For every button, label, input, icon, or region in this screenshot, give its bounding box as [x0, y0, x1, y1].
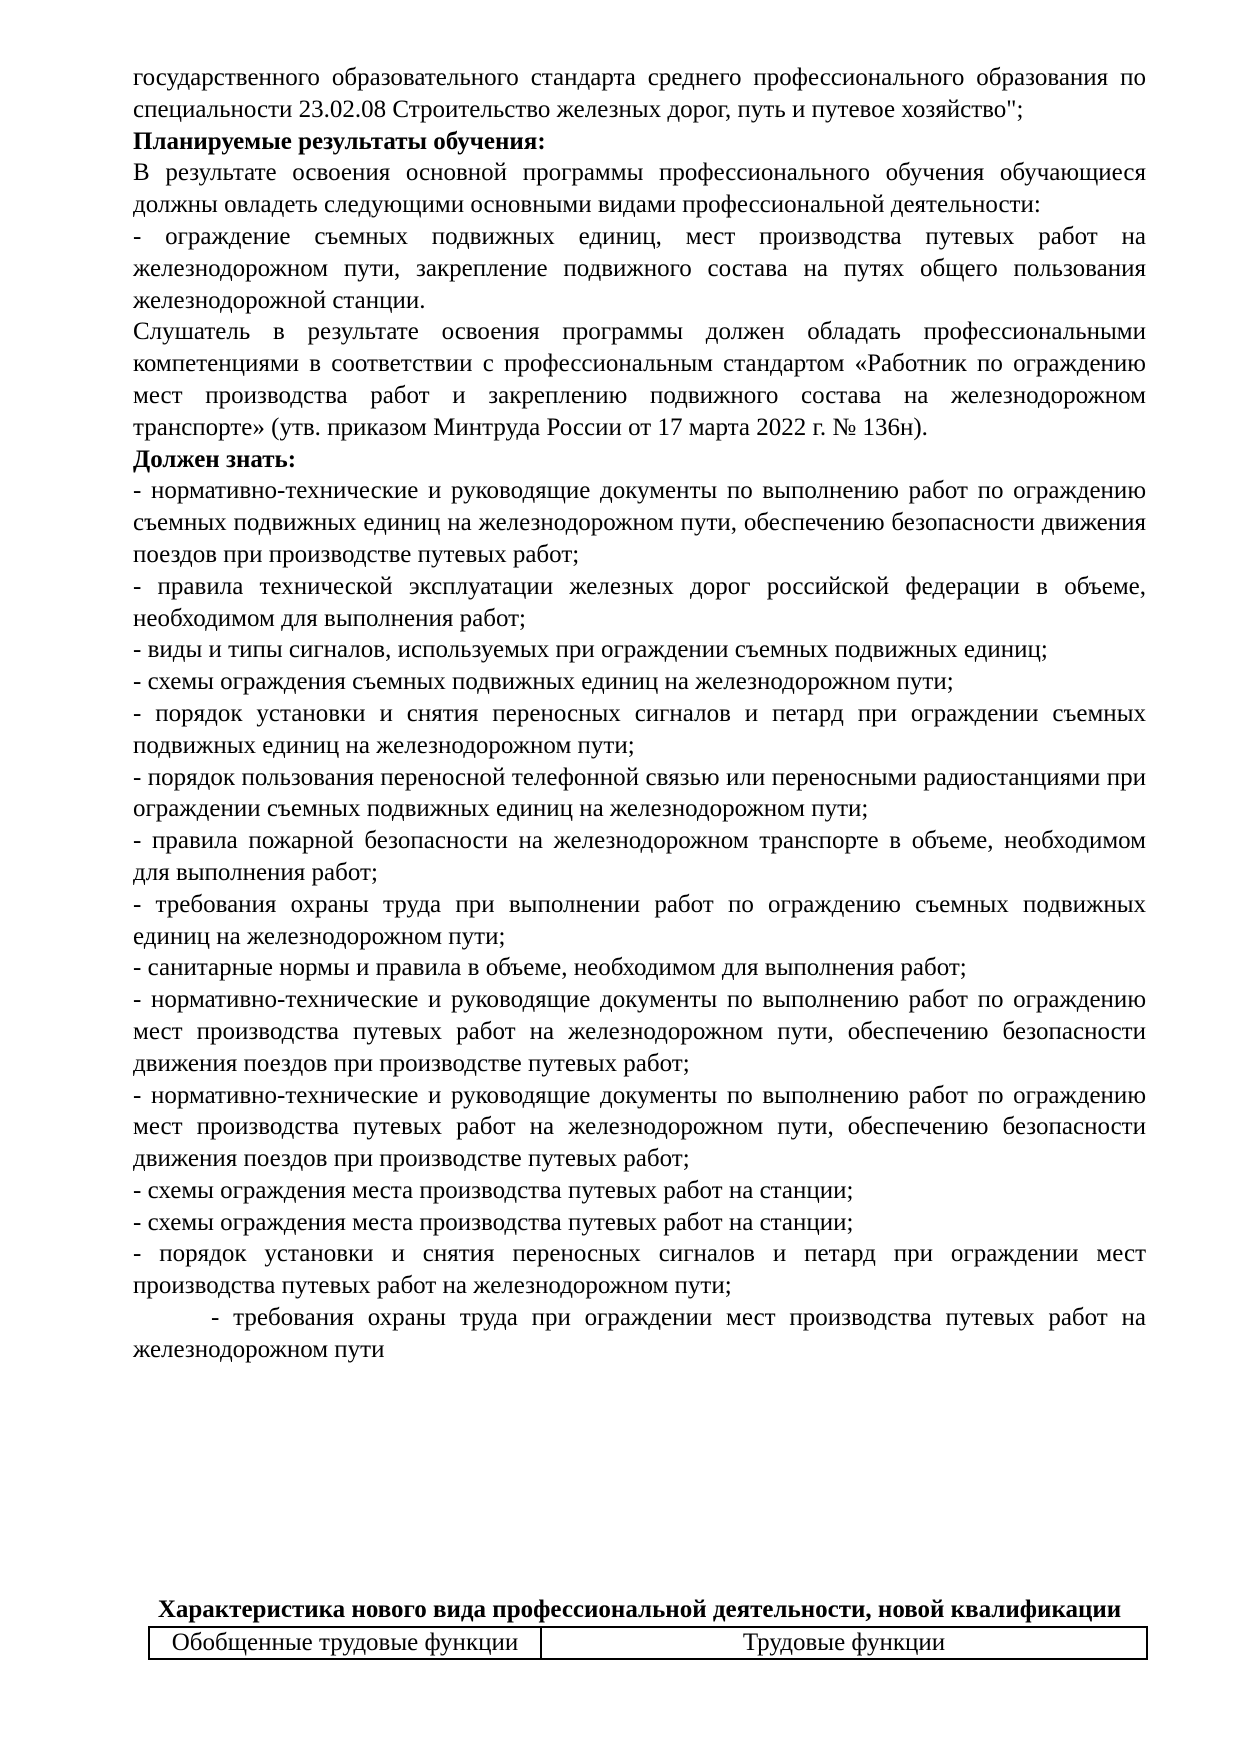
- list-item: - порядок пользования переносной телефонной связью или переносными радиостанциями при ограждении съемных подвижных единиц на железнодорожном пути;: [133, 763, 1146, 823]
- list-item: - порядок установки и снятия переносных сигналов и петард при ограждении мест производства путевых работ на железнодорожном пути;: [133, 1240, 1146, 1300]
- characteristics-section: [133, 1596, 1146, 1660]
- table-header-cell-labor-functions: Трудовые функции: [541, 1627, 1147, 1659]
- table-header-cell-generalized-functions: Обобщенные трудовые функции: [149, 1627, 541, 1659]
- table-title: Характеристика нового вида профессиональной деятельности, новой квалификации: [157, 1596, 1122, 1623]
- paragraph: государственного образовательного стандарта среднего профессионального образования по специальности 23.02.08 Строительство железных дорог, путь и путевое хозяйство";: [133, 64, 1146, 123]
- list-item: - нормативно-технические и руководящие документы по выполнению работ по ограждению мест производства путевых работ на железнодорожном пути, обеспечению безопасности движения поездов при производстве путевых работ;: [133, 1081, 1146, 1173]
- list-item: - нормативно-технические и руководящие документы по выполнению работ по ограждению мест производства путевых работ на железнодорожном пути, обеспечению безопасности движения поездов при производстве путевых работ;: [133, 986, 1146, 1077]
- table-header-row: [149, 1627, 1147, 1659]
- section-heading-planned-results: Планируемые результаты обучения:: [133, 127, 546, 155]
- list-item: - схемы ограждения съемных подвижных единиц на железнодорожном пути;: [133, 668, 954, 696]
- section-heading-must-know: Должен знать:: [133, 445, 297, 473]
- list-item: - санитарные нормы и правила в объеме, необходимом для выполнения работ;: [133, 954, 967, 982]
- list-item: - схемы ограждения места производства путевых работ на станции;: [133, 1208, 854, 1236]
- list-item: - ограждение съемных подвижных единиц, мест производства путевых работ на железнодорожном пути, закрепление подвижного состава на путях общего пользования железнодорожной станции.: [133, 222, 1146, 314]
- document-body-text: [133, 62, 1146, 1366]
- functions-table: [148, 1626, 1148, 1660]
- paragraph: Слушатель в результате освоения программы должен обладать профессиональными компетенциями в соответствии с профессиональным стандартом «Работник по ограждению мест производства работ и закреплению подвижного состава на железнодорожном транспорте» (утв. приказом Минтруда России от 17 марта 2022 г. № 136н).: [133, 318, 1146, 441]
- list-item: - порядок установки и снятия переносных сигналов и петард при ограждении съемных подвижных единиц на железнодорожном пути;: [133, 699, 1146, 759]
- list-item: - виды и типы сигналов, используемых при ограждении съемных подвижных единиц;: [133, 636, 1048, 664]
- list-item: - требования охраны труда при ограждении мест производства путевых работ на железнодорожном пути: [133, 1304, 1146, 1363]
- list-item: - правила технической эксплуатации железных дорог российской федерации в объеме, необходимом для выполнения работ;: [133, 572, 1146, 632]
- list-item: - схемы ограждения места производства путевых работ на станции;: [133, 1176, 854, 1204]
- list-item: - нормативно-технические и руководящие документы по выполнению работ по ограждению съемных подвижных единиц на железнодорожном пути, обеспечению безопасности движения поездов при производстве путевых работ;: [133, 477, 1146, 568]
- list-item: - требования охраны труда при выполнении работ по ограждению съемных подвижных единиц на железнодорожном пути;: [133, 890, 1146, 950]
- paragraph: В результате освоения основной программы профессионального обучения обучающиеся должны овладеть следующими основными видами профессиональной деятельности:: [133, 159, 1146, 219]
- list-item: - правила пожарной безопасности на железнодорожном транспорте в объеме, необходимом для выполнения работ;: [133, 827, 1146, 886]
